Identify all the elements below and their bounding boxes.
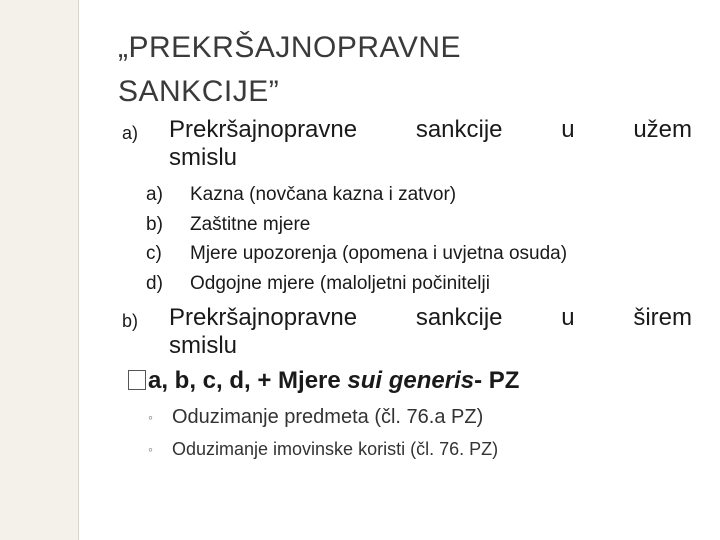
list-item-letter: c) <box>146 243 162 264</box>
list-item <box>146 180 706 210</box>
abcd-prefix: a, b, c, d, + Mjere <box>148 367 348 394</box>
bullet-list <box>148 402 498 466</box>
list-item-text: Kazna (novčana kazna i zatvor) <box>190 184 457 205</box>
list-item <box>146 239 706 269</box>
bullet-text: Oduzimanje imovinske koristi (čl. 76. PZ) <box>172 439 499 459</box>
main-point-b <box>122 304 692 360</box>
main-point-a-label: a) <box>122 123 139 143</box>
main-point-a-line-2: smislu <box>169 144 238 171</box>
list-item-letter: d) <box>146 272 163 294</box>
circle-bullet-icon: ◦ <box>148 409 153 425</box>
main-point-a-line-1: Prekršajnopravne sankcije u užem <box>169 116 692 143</box>
list-item <box>146 269 706 299</box>
main-point-a-text <box>169 116 692 172</box>
list-item-letter: b) <box>146 213 163 235</box>
slide-title <box>118 26 678 114</box>
main-point-b-label: b) <box>122 311 139 331</box>
list-item <box>148 432 498 466</box>
abcd-line <box>128 366 519 396</box>
main-point-a <box>122 116 692 172</box>
missing-glyph-box-icon <box>128 370 146 390</box>
slide-title-line-2: SANKCIJE” <box>118 75 280 108</box>
list-item <box>148 402 498 432</box>
sub-point-list <box>146 180 706 298</box>
list-item-text: Odgojne mjere (maloljetni počinitelji <box>190 272 490 294</box>
list-item <box>146 210 706 240</box>
main-point-b-line-1: Prekršajnopravne sankcije u širem <box>169 304 692 331</box>
list-item-text: Zaštitne mjere <box>190 213 311 235</box>
bullet-text: Oduzimanje predmeta (čl. 76.a PZ) <box>172 406 484 428</box>
main-point-b-line-2: smislu <box>169 332 238 359</box>
list-item-text: Mjere upozorenja (opomena i uvjetna osuda) <box>190 243 568 264</box>
abcd-italic: sui generis <box>347 367 475 394</box>
slide-title-line-1: „PREKRŠAJNOPRAVNE <box>118 31 462 64</box>
main-point-b-text <box>169 304 692 360</box>
left-divider-line <box>78 0 79 540</box>
list-item-letter: a) <box>146 184 163 205</box>
abcd-suffix: - PZ <box>474 367 520 394</box>
left-decorative-band <box>0 0 78 540</box>
circle-bullet-icon: ◦ <box>148 441 153 457</box>
